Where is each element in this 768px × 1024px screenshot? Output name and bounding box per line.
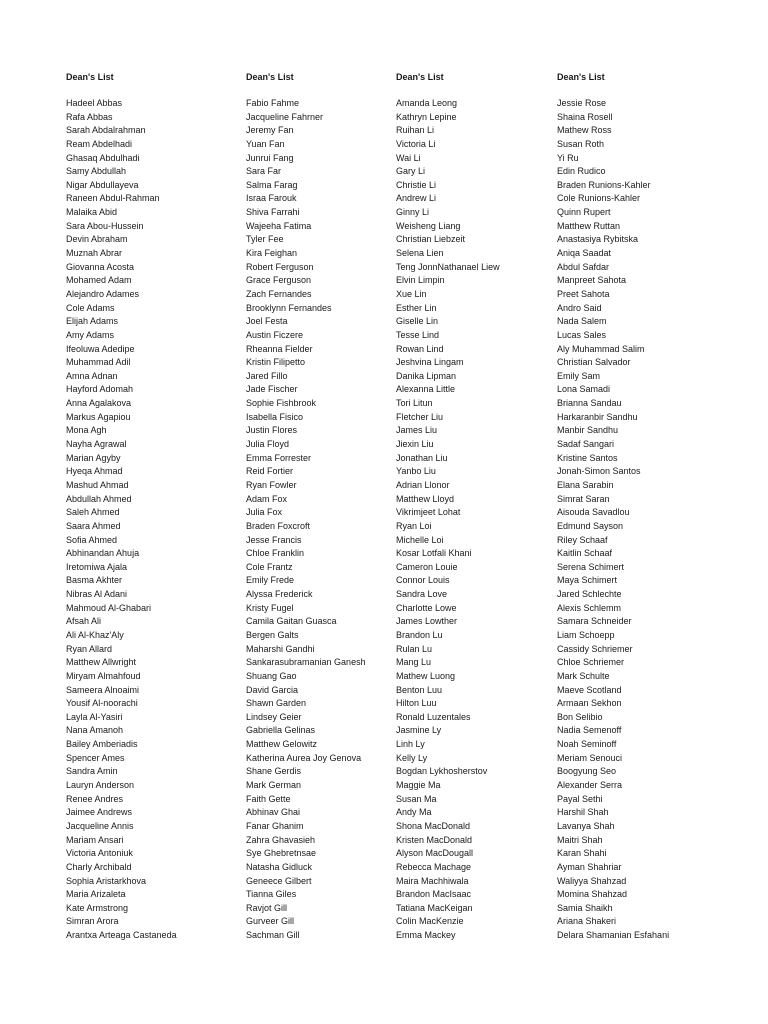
list-item: Manbir Sandhu xyxy=(557,425,619,436)
list-item: Kate Armstrong xyxy=(66,902,129,913)
list-item: Maya Schimert xyxy=(557,575,618,586)
list-item: Rowan Lind xyxy=(396,343,444,354)
list-item: Fanar Ghanim xyxy=(246,820,304,831)
list-item: Sara Abou-Hussein xyxy=(66,220,144,231)
list-item: Edin Rudico xyxy=(557,166,606,177)
list-item: Giselle Lin xyxy=(396,316,439,327)
list-item: Kristin Filipetto xyxy=(246,357,306,368)
list-item: Victoria Antoniuk xyxy=(66,848,133,859)
list-item: David Garcia xyxy=(246,684,299,695)
list-item: Mariam Ansari xyxy=(66,834,124,845)
list-item: Nana Amanoh xyxy=(66,725,124,736)
list-item: Ali Al-Khaz'Aly xyxy=(66,629,124,640)
list-item: Lindsey Geier xyxy=(246,711,302,722)
list-item: Matthew Gelowitz xyxy=(246,739,318,750)
list-item: Alyson MacDougall xyxy=(396,848,474,859)
list-item: Meriam Senouci xyxy=(557,752,623,763)
list-item: Sye Ghebretnsae xyxy=(246,848,317,859)
list-item: Rebecca Machage xyxy=(396,861,472,872)
list-item: Ariana Shakeri xyxy=(557,916,617,927)
list-item: Salma Farag xyxy=(246,179,298,190)
list-item: Giovanna Acosta xyxy=(66,261,135,272)
list-item: Colin MacKenzie xyxy=(396,916,464,927)
name-column-3 xyxy=(396,70,552,943)
column-heading: Dean's List xyxy=(246,72,294,82)
list-item: Riley Schaaf xyxy=(557,534,608,545)
list-item: Momina Shahzad xyxy=(557,889,628,900)
list-item: James Liu xyxy=(396,425,438,436)
list-item: Brooklynn Fernandes xyxy=(246,302,332,313)
list-item: Jacqueline Annis xyxy=(66,820,134,831)
column-heading: Dean's List xyxy=(66,72,114,82)
name-list xyxy=(66,97,236,943)
list-item: Robert Ferguson xyxy=(246,261,314,272)
list-item: Linh Ly xyxy=(396,739,425,750)
list-item: Maitri Shah xyxy=(557,834,603,845)
list-item: Elana Sarabin xyxy=(557,479,614,490)
list-item: Alyssa Frederick xyxy=(246,589,313,600)
list-item: Mona Agh xyxy=(66,425,107,436)
name-list xyxy=(557,97,757,943)
list-item: Quinn Rupert xyxy=(557,207,611,218)
list-item: Noah Seminoff xyxy=(557,739,617,750)
list-item: Saara Ahmed xyxy=(66,520,121,531)
list-item: Alexis Schlemm xyxy=(557,602,622,613)
list-item: Mark German xyxy=(246,780,302,791)
list-item: Spencer Ames xyxy=(66,752,125,763)
list-item: Ryan Allard xyxy=(66,643,113,654)
list-item: Sofia Ahmed xyxy=(66,534,118,545)
list-item: Rafa Abbas xyxy=(66,111,113,122)
list-item: Bailey Amberiadis xyxy=(66,739,138,750)
list-item: Lucas Sales xyxy=(557,329,607,340)
list-item: Bogdan Lykhosherstov xyxy=(396,766,488,777)
list-item: Matthew Allwright xyxy=(66,657,137,668)
list-item: Tyler Fee xyxy=(246,234,284,245)
list-item: Basma Akhter xyxy=(66,575,123,586)
list-item: Cameron Louie xyxy=(396,561,458,572)
list-item: Jared Schlechte xyxy=(557,589,622,600)
list-item: Shuang Gao xyxy=(246,670,297,681)
list-item: Maeve Scotland xyxy=(557,684,622,695)
list-item: Connor Louis xyxy=(396,575,450,586)
list-item: Waliyya Shahzad xyxy=(557,875,627,886)
list-item: Sandra Amin xyxy=(66,766,118,777)
list-item: Harshil Shah xyxy=(557,807,609,818)
list-item: Isabella Fisico xyxy=(246,411,304,422)
list-item: Junrui Fang xyxy=(246,152,294,163)
list-item: Ravjot Gill xyxy=(246,902,288,913)
list-item: Braden Foxcroft xyxy=(246,520,311,531)
list-item: Jonah-Simon Santos xyxy=(557,466,641,477)
list-item: Ryan Loi xyxy=(396,520,432,531)
list-item: Raneen Abdul-Rahman xyxy=(66,193,160,204)
list-item: Tatiana MacKeigan xyxy=(396,902,473,913)
list-item: Lauryn Anderson xyxy=(66,780,135,791)
list-item: Delara Shamanian Esfahani xyxy=(557,930,670,941)
list-item: Payal Sethi xyxy=(557,793,603,804)
list-item: Renee Andres xyxy=(66,793,124,804)
list-item: Sadaf Sangari xyxy=(557,439,615,450)
list-item: Anna Agalakova xyxy=(66,398,132,409)
list-item: Charly Archibald xyxy=(66,861,132,872)
list-item: Yanbo Liu xyxy=(396,466,436,477)
list-item: Wajeeha Fatima xyxy=(246,220,312,231)
list-item: Armaan Sekhon xyxy=(557,698,622,709)
list-item: Gabriella Gelinas xyxy=(246,725,316,736)
list-item: Ryan Fowler xyxy=(246,479,297,490)
list-item: Kristine Santos xyxy=(557,452,618,463)
list-item: Emily Frede xyxy=(246,575,295,586)
list-item: Samia Shaikh xyxy=(557,902,613,913)
list-item: Zahra Ghavasieh xyxy=(246,834,316,845)
list-item: Adam Fox xyxy=(246,493,288,504)
list-item: Selena Lien xyxy=(396,248,444,259)
list-item: Alexanna Little xyxy=(396,384,456,395)
list-item: Mang Lu xyxy=(396,657,432,668)
list-item: Ginny Li xyxy=(396,207,430,218)
list-item: Katherina Aurea Joy Genova xyxy=(246,752,362,763)
list-item: Mashud Ahmad xyxy=(66,479,129,490)
list-item: Shane Gerdis xyxy=(246,766,302,777)
list-item: Lona Samadi xyxy=(557,384,611,395)
column-heading: Dean's List xyxy=(396,72,444,82)
list-item: Hilton Luu xyxy=(396,698,437,709)
list-item: Gurveer Gill xyxy=(246,916,295,927)
list-item: Tesse Lind xyxy=(396,329,440,340)
list-item: Kristen MacDonald xyxy=(396,834,473,845)
list-item: Liam Schoepp xyxy=(557,629,615,640)
list-item: Maira Machhiwala xyxy=(396,875,469,886)
list-item: Jessie Rose xyxy=(557,98,607,108)
list-item: Layla Al-Yasiri xyxy=(66,711,123,722)
list-item: Manpreet Sahota xyxy=(557,275,627,286)
list-item: Bon Selibio xyxy=(557,711,603,722)
list-item: Christian Liebzeit xyxy=(396,234,466,245)
list-item: Reid Fortier xyxy=(246,466,294,477)
list-item: Jesse Francis xyxy=(246,534,302,545)
name-list xyxy=(396,97,552,943)
list-item: Hadeel Abbas xyxy=(66,98,123,108)
list-item: Adrian Llonor xyxy=(396,479,450,490)
list-item: Mohamed Adam xyxy=(66,275,132,286)
list-item: Rulan Lu xyxy=(396,643,433,654)
list-item: Faith Gette xyxy=(246,793,291,804)
name-column-2 xyxy=(246,70,392,943)
list-item: Julia Floyd xyxy=(246,439,290,450)
list-item: Kaitlin Schaaf xyxy=(557,548,613,559)
list-item: Malaika Abid xyxy=(66,207,118,218)
list-item: Nadia Semenoff xyxy=(557,725,622,736)
list-item: Brandon Lu xyxy=(396,629,443,640)
list-item: Iretomiwa Ajala xyxy=(66,561,128,572)
list-item: Brianna Sandau xyxy=(557,398,622,409)
list-item: Sandra Love xyxy=(396,589,448,600)
list-item: Yuan Fan xyxy=(246,138,285,149)
list-item: Jeremy Fan xyxy=(246,125,294,136)
list-item: Camila Gaitan Guasca xyxy=(246,616,337,627)
list-item: Miryam Almahfoud xyxy=(66,670,141,681)
list-item: Samara Schneider xyxy=(557,616,632,627)
list-item: Abhinav Ghai xyxy=(246,807,301,818)
list-item: Sophia Aristarkhova xyxy=(66,875,147,886)
list-item: Jaimee Andrews xyxy=(66,807,133,818)
list-item: Cole Frantz xyxy=(246,561,293,572)
list-item: Chloe Schriemer xyxy=(557,657,625,668)
list-item: Elijah Adams xyxy=(66,316,119,327)
list-item: Jasmine Ly xyxy=(396,725,442,736)
list-item: Sophie Fishbrook xyxy=(246,398,317,409)
list-item: Amanda Leong xyxy=(396,98,458,108)
list-item: Nada Salem xyxy=(557,316,607,327)
list-item: Jeshvina Lingam xyxy=(396,357,464,368)
list-item: Matthew Lloyd xyxy=(396,493,455,504)
name-list xyxy=(246,97,392,943)
list-item: Muhammad Adil xyxy=(66,357,131,368)
list-item: Karan Shahi xyxy=(557,848,607,859)
list-item: Michelle Loi xyxy=(396,534,444,545)
list-item: Victoria Li xyxy=(396,138,436,149)
list-item: Jonathan Liu xyxy=(396,452,448,463)
list-item: Serena Schimert xyxy=(557,561,625,572)
list-item: Arantxa Arteaga Castaneda xyxy=(66,930,177,941)
list-item: Fabio Fahme xyxy=(246,98,300,108)
list-item: Emily Sam xyxy=(557,370,601,381)
list-item: Julia Fox xyxy=(246,507,283,518)
list-item: Shawn Garden xyxy=(246,698,307,709)
list-item: Ifeoluwa Adedipe xyxy=(66,343,135,354)
list-item: Braden Runions-Kahler xyxy=(557,179,651,190)
list-item: Jared Fillo xyxy=(246,370,288,381)
list-item: Ghasaq Abdulhadi xyxy=(66,152,140,163)
list-item: Ream Abdelhadi xyxy=(66,138,133,149)
list-item: Danika Lipman xyxy=(396,370,457,381)
list-item: Wai Li xyxy=(396,152,421,163)
list-item: Simrat Saran xyxy=(557,493,610,504)
list-item: Sara Far xyxy=(246,166,282,177)
list-item: Aisouda Savadlou xyxy=(557,507,630,518)
list-item: Cole Runions-Kahler xyxy=(557,193,641,204)
column-heading: Dean's List xyxy=(557,72,605,82)
list-item: Alexander Serra xyxy=(557,780,623,791)
list-item: Bergen Galts xyxy=(246,629,299,640)
list-item: Geneece Gilbert xyxy=(246,875,312,886)
list-item: Anastasiya Rybitska xyxy=(557,234,639,245)
list-item: Vikrimjeet Lohat xyxy=(396,507,461,518)
list-item: Christie Li xyxy=(396,179,437,190)
list-item: Andy Ma xyxy=(396,807,432,818)
list-item: Shaina Rosell xyxy=(557,111,613,122)
list-item: Sankarasubramanian Ganesh xyxy=(246,657,366,668)
list-item: Natasha Gidluck xyxy=(246,861,313,872)
list-item: Maggie Ma xyxy=(396,780,441,791)
list-item: Jacqueline Fahrner xyxy=(246,111,324,122)
list-item: Kathryn Lepine xyxy=(396,111,457,122)
list-item: Zach Fernandes xyxy=(246,288,312,299)
list-item: Kosar Lotfali Khani xyxy=(396,548,472,559)
list-item: Hyeqa Ahmad xyxy=(66,466,123,477)
list-item: Sameera Alnoaimi xyxy=(66,684,140,695)
list-item: Matthew Ruttan xyxy=(557,220,621,231)
list-item: Yousif Al-noorachi xyxy=(66,698,138,709)
list-item: Markus Agapiou xyxy=(66,411,131,422)
list-item: Kelly Ly xyxy=(396,752,428,763)
list-item: Muznah Abrar xyxy=(66,248,123,259)
list-item: Teng JonnNathanael Liew xyxy=(396,261,500,272)
name-column-1 xyxy=(66,70,236,943)
list-item: Esther Lin xyxy=(396,302,437,313)
list-item: Mathew Luong xyxy=(396,670,456,681)
list-item: Andrew Li xyxy=(396,193,437,204)
list-item: Aniqa Saadat xyxy=(557,248,612,259)
list-item: James Lowther xyxy=(396,616,458,627)
list-item: Cassidy Schriemer xyxy=(557,643,633,654)
list-item: Christian Salvador xyxy=(557,357,631,368)
list-item: Susan Roth xyxy=(557,138,605,149)
list-item: Charlotte Lowe xyxy=(396,602,457,613)
name-column-4 xyxy=(557,70,757,943)
list-item: Brandon MacIsaac xyxy=(396,889,472,900)
list-item: Sarah Abdalrahman xyxy=(66,125,146,136)
list-item: Emma Forrester xyxy=(246,452,312,463)
list-item: Susan Ma xyxy=(396,793,437,804)
list-item: Joel Festa xyxy=(246,316,288,327)
list-item: Edmund Sayson xyxy=(557,520,624,531)
list-item: Austin Ficzere xyxy=(246,329,304,340)
list-item: Chloe Franklin xyxy=(246,548,305,559)
list-item: Mark Schulte xyxy=(557,670,610,681)
list-item: Amy Adams xyxy=(66,329,115,340)
list-item: Shona MacDonald xyxy=(396,820,471,831)
list-item: Aly Muhammad Salim xyxy=(557,343,645,354)
list-item: Ronald Luzentales xyxy=(396,711,471,722)
list-item: Harkaranbir Sandhu xyxy=(557,411,638,422)
list-item: Alejandro Adames xyxy=(66,288,140,299)
list-item: Gary Li xyxy=(396,166,426,177)
list-item: Kira Feighan xyxy=(246,248,298,259)
list-item: Kristy Fugel xyxy=(246,602,294,613)
list-item: Nigar Abdullayeva xyxy=(66,179,139,190)
list-item: Ruihan Li xyxy=(396,125,435,136)
list-item: Xue Lin xyxy=(396,288,427,299)
list-item: Benton Luu xyxy=(396,684,443,695)
list-item: Mathew Ross xyxy=(557,125,612,136)
list-item: Nayha Agrawal xyxy=(66,439,127,450)
list-item: Andro Said xyxy=(557,302,602,313)
list-item: Tori Litun xyxy=(396,398,433,409)
list-item: Abdul Safdar xyxy=(557,261,610,272)
list-item: Jiexin Liu xyxy=(396,439,434,450)
list-item: Israa Farouk xyxy=(246,193,297,204)
list-item: Simran Arora xyxy=(66,916,119,927)
list-item: Emma Mackey xyxy=(396,930,456,941)
list-item: Samy Abdullah xyxy=(66,166,127,177)
list-item: Weisheng Liang xyxy=(396,220,461,231)
list-item: Justin Flores xyxy=(246,425,298,436)
list-item: Abdullah Ahmed xyxy=(66,493,132,504)
list-item: Rheanna Fielder xyxy=(246,343,313,354)
list-item: Devin Abraham xyxy=(66,234,128,245)
list-item: Jade Fischer xyxy=(246,384,298,395)
list-item: Shiva Farrahi xyxy=(246,207,300,218)
list-item: Cole Adams xyxy=(66,302,115,313)
list-item: Elvin Limpin xyxy=(396,275,445,286)
list-item: Tianna Giles xyxy=(246,889,297,900)
list-item: Afsah Ali xyxy=(66,616,102,627)
list-item: Abhinandan Ahuja xyxy=(66,548,140,559)
list-item: Maharshi Gandhi xyxy=(246,643,315,654)
list-item: Preet Sahota xyxy=(557,288,610,299)
list-item: Lavanya Shah xyxy=(557,820,615,831)
list-item: Hayford Adomah xyxy=(66,384,134,395)
list-item: Saleh Ahmed xyxy=(66,507,120,518)
list-item: Grace Ferguson xyxy=(246,275,312,286)
list-item: Amna Adnan xyxy=(66,370,118,381)
list-item: Boogyung Seo xyxy=(557,766,617,777)
list-item: Maria Arizaleta xyxy=(66,889,126,900)
list-item: Fletcher Liu xyxy=(396,411,444,422)
list-item: Marian Agyby xyxy=(66,452,121,463)
list-item: Ayman Shahriar xyxy=(557,861,622,872)
list-item: Yi Ru xyxy=(557,152,579,163)
list-item: Mahmoud Al-Ghabari xyxy=(66,602,152,613)
list-item: Nibras Al Adani xyxy=(66,589,128,600)
list-item: Sachman Gill xyxy=(246,930,300,941)
